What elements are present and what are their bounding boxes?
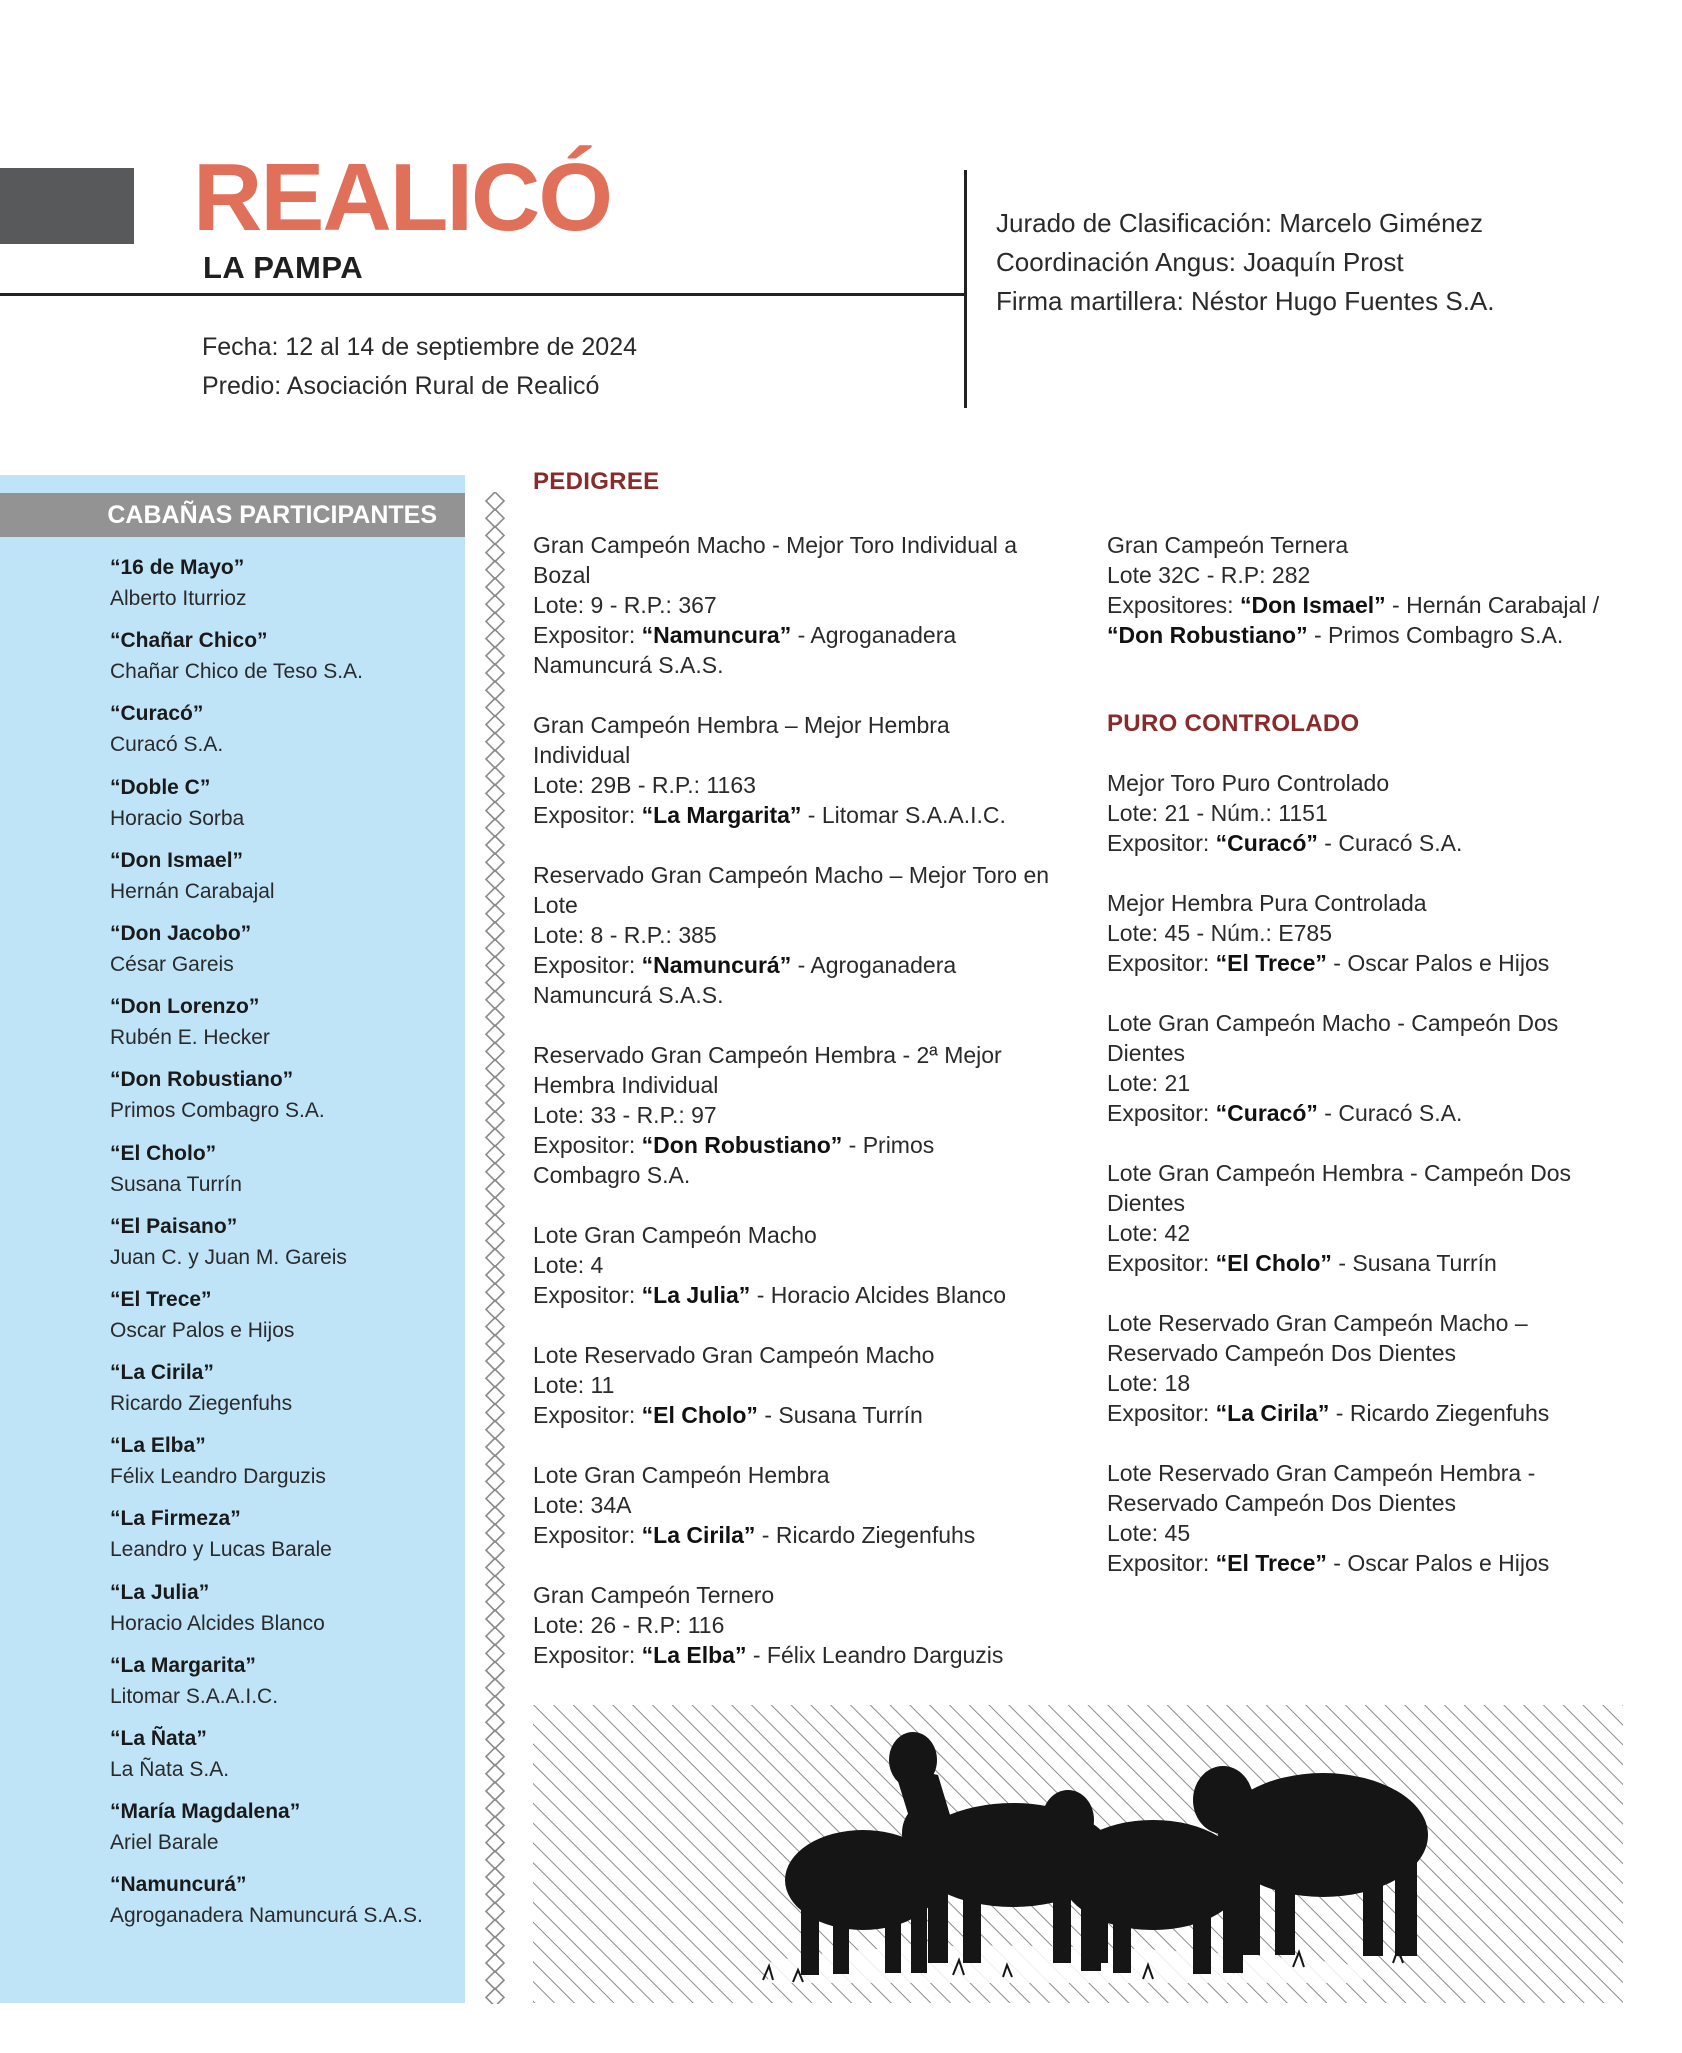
entry-line: Lote Gran Campeón Macho bbox=[533, 1222, 817, 1248]
chain-link bbox=[486, 1816, 504, 1834]
entry-line: Hembra Individual bbox=[533, 1072, 719, 1098]
cabana-name: “Namuncurá” bbox=[110, 1873, 247, 1897]
chain-link bbox=[486, 1713, 504, 1731]
award-entry bbox=[1107, 768, 1627, 858]
chain-link bbox=[486, 1197, 504, 1215]
chain-link bbox=[486, 1782, 504, 1800]
exhibitor-label: Expositor: bbox=[1107, 950, 1216, 976]
chain-link bbox=[486, 1507, 504, 1525]
entry-line: Lote: 45 bbox=[1107, 1520, 1191, 1546]
chain-link bbox=[486, 1300, 504, 1318]
chain-link bbox=[486, 853, 504, 871]
list-item bbox=[110, 1138, 423, 1211]
exhibitor-label: Expositor: bbox=[533, 1642, 642, 1668]
cabana-name: “La Ñata” bbox=[110, 1727, 207, 1750]
chain-link bbox=[486, 1472, 504, 1490]
award-entry bbox=[1107, 1308, 1627, 1428]
exhibitor-label: Expositor: bbox=[1107, 1100, 1216, 1126]
cabana-name: “Chañar Chico” bbox=[110, 629, 268, 653]
cabana-owner: Hernán Carabajal bbox=[110, 879, 275, 903]
chain-link bbox=[486, 819, 504, 837]
cabana-name: “La Elba” bbox=[110, 1434, 206, 1458]
award-entry bbox=[533, 1040, 1073, 1190]
exhibitor-line bbox=[533, 950, 1073, 980]
entry-line: Reservado Gran Campeón Hembra - 2ª Mejor bbox=[533, 1042, 1002, 1068]
chain-link bbox=[486, 595, 504, 613]
exhibitor-cabana: “Don Ismael” bbox=[1239, 592, 1386, 618]
chain-link bbox=[486, 1799, 504, 1817]
chain-link bbox=[486, 802, 504, 820]
exhibitor-line bbox=[1107, 590, 1627, 620]
cabana-owner: Ariel Barale bbox=[110, 1831, 219, 1855]
page-title: REALICÓ bbox=[193, 144, 611, 251]
entry-line: Mejor Toro Puro Controlado bbox=[1107, 770, 1390, 796]
exhibitor-cabana: “El Cholo” bbox=[1215, 1250, 1332, 1276]
exhibitor-line bbox=[1107, 1398, 1627, 1428]
cabana-owner: Horacio Alcides Blanco bbox=[110, 1611, 325, 1635]
entry-line: Lote: 9 - R.P.: 367 bbox=[533, 592, 717, 618]
exhibitor-cabana: “Don Robustiano” bbox=[641, 1132, 843, 1158]
chain-link bbox=[486, 1008, 504, 1026]
chain-link bbox=[486, 974, 504, 992]
exhibitor-owner: - Agroganadera bbox=[791, 952, 957, 978]
chain-link bbox=[486, 1318, 504, 1336]
entry-line: Reservado Campeón Dos Dientes bbox=[1107, 1340, 1457, 1366]
exhibitor-cabana: “Curacó” bbox=[1215, 830, 1318, 856]
entry-line: Dientes bbox=[1107, 1040, 1185, 1066]
chain-link bbox=[486, 1954, 504, 1972]
chain-link bbox=[486, 1490, 504, 1508]
exhibitor-cabana: “Namuncura” bbox=[641, 622, 792, 648]
chain-link bbox=[486, 1610, 504, 1628]
chain-link bbox=[486, 1352, 504, 1370]
award-entry bbox=[533, 1460, 1073, 1550]
entry-line: Gran Campeón Ternero bbox=[533, 1582, 775, 1608]
chain-link bbox=[486, 1386, 504, 1404]
entry-line: Dientes bbox=[1107, 1190, 1185, 1216]
exhibitor-cabana: “La Julia” bbox=[641, 1282, 751, 1308]
chain-link bbox=[486, 888, 504, 906]
list-item bbox=[110, 1650, 423, 1723]
cabana-name: “Don Robustiano” bbox=[110, 1068, 294, 1092]
cabana-name: “Doble C” bbox=[110, 775, 211, 799]
chain-link bbox=[486, 698, 504, 716]
exhibitor-label: Expositor: bbox=[533, 1282, 642, 1308]
cabana-owner: Primos Combagro S.A. bbox=[110, 1099, 325, 1123]
chain-link bbox=[486, 1249, 504, 1267]
exhibitor-cabana: “Namuncurá” bbox=[641, 952, 792, 978]
exhibitor-line-2 bbox=[1107, 620, 1627, 650]
exhibitor-line bbox=[533, 1520, 1073, 1550]
exhibitor-label: Expositor: bbox=[533, 1132, 642, 1158]
cabana-owner: La Ñata S.A. bbox=[110, 1758, 230, 1781]
list-item bbox=[110, 1357, 423, 1430]
chain-link bbox=[486, 1885, 504, 1903]
chain-link bbox=[486, 1971, 504, 1989]
cabana-name: “El Trece” bbox=[110, 1287, 212, 1311]
list-item bbox=[110, 625, 423, 698]
chain-link bbox=[486, 939, 504, 957]
chain-link bbox=[486, 1421, 504, 1439]
chain-link bbox=[486, 1868, 504, 1886]
chain-link bbox=[486, 1266, 504, 1284]
cabana-owner: Juan C. y Juan M. Gareis bbox=[110, 1245, 347, 1269]
cabana-name: “El Cholo” bbox=[110, 1141, 217, 1165]
list-item bbox=[110, 1503, 423, 1576]
chain-link bbox=[486, 1541, 504, 1559]
exhibitor-label: Expositor: bbox=[533, 1402, 642, 1428]
exhibitor-owner: - Curacó S.A. bbox=[1317, 830, 1463, 856]
chain-link bbox=[486, 561, 504, 579]
event-info bbox=[202, 328, 637, 406]
exhibitor-cabana-2: “Don Robustiano” bbox=[1107, 622, 1308, 648]
exhibitor-label: Expositor: bbox=[1107, 830, 1216, 856]
entry-line: Lote 32C - R.P: 282 bbox=[1107, 562, 1311, 588]
header-vertical-divider bbox=[964, 170, 967, 408]
chain-link bbox=[486, 733, 504, 751]
entry-line: Reservado Gran Campeón Macho – Mejor Toro en bbox=[533, 862, 1050, 888]
exhibitor-line bbox=[1107, 948, 1627, 978]
exhibitor-cabana: “La Margarita” bbox=[641, 802, 802, 828]
chain-link bbox=[486, 1920, 504, 1938]
chain-link bbox=[486, 1696, 504, 1714]
chain-link bbox=[486, 1662, 504, 1680]
exhibitor-line bbox=[533, 1280, 1073, 1310]
chain-link bbox=[486, 1834, 504, 1852]
list-item bbox=[110, 1430, 423, 1503]
chain-link bbox=[486, 956, 504, 974]
chain-link bbox=[486, 1232, 504, 1250]
entry-line: Lote: 29B - R.P.: 1163 bbox=[533, 772, 756, 798]
exhibitor-owner: - Susana Turrín bbox=[757, 1402, 923, 1428]
cabana-name: “La Margarita” bbox=[110, 1653, 256, 1677]
entry-line: Lote Gran Campeón Macho - Campeón Dos bbox=[1107, 1010, 1559, 1036]
award-entry bbox=[1107, 1158, 1627, 1278]
list-item bbox=[110, 1211, 423, 1284]
chain-link bbox=[486, 1094, 504, 1112]
exhibitor-label: Expositor: bbox=[1107, 1400, 1216, 1426]
cabana-name: “La Julia” bbox=[110, 1580, 210, 1604]
chain-link bbox=[486, 681, 504, 699]
chain-link bbox=[486, 1627, 504, 1645]
list-item bbox=[110, 772, 423, 845]
exhibitor-cabana: “La Elba” bbox=[641, 1642, 747, 1668]
cabana-owner: Agroganadera Namuncurá S.A.S. bbox=[110, 1904, 423, 1928]
award-entry bbox=[533, 530, 1073, 680]
chain-link bbox=[486, 1077, 504, 1095]
chain-link bbox=[486, 750, 504, 768]
entry-line: Lote: 33 - R.P.: 97 bbox=[533, 1102, 717, 1128]
chain-link bbox=[486, 509, 504, 527]
jury-info bbox=[996, 204, 1495, 321]
chain-link bbox=[486, 1438, 504, 1456]
entry-line: Lote: 42 bbox=[1107, 1220, 1191, 1246]
exhibitor-owner: - Primos bbox=[842, 1132, 935, 1158]
chain-link bbox=[486, 1576, 504, 1594]
entry-line: Lote: 4 bbox=[533, 1252, 604, 1278]
chain-link bbox=[486, 1593, 504, 1611]
exhibitor-continuation: Combagro S.A. bbox=[533, 1162, 691, 1188]
sidebar-title: CABAÑAS PARTICIPANTES bbox=[0, 493, 465, 537]
exhibitor-label: Expositor: bbox=[533, 1522, 642, 1548]
chain-link bbox=[486, 1679, 504, 1697]
chain-link bbox=[486, 612, 504, 630]
chain-link bbox=[486, 1180, 504, 1198]
award-entry bbox=[533, 1580, 1073, 1670]
cabana-owner: Félix Leandro Darguzis bbox=[110, 1465, 326, 1489]
exhibitor-label: Expositores: bbox=[1107, 592, 1240, 618]
list-item bbox=[110, 1796, 423, 1869]
pedigree-title: PEDIGREE bbox=[533, 468, 660, 495]
event-date: Fecha: 12 al 14 de septiembre de 2024 bbox=[202, 333, 638, 361]
header-divider bbox=[0, 293, 966, 296]
chain-link bbox=[486, 922, 504, 940]
exhibitor-cabana: “La Cirila” bbox=[641, 1522, 756, 1548]
exhibitor-label: Expositor: bbox=[533, 622, 642, 648]
chain-link bbox=[486, 1455, 504, 1473]
entry-line: Lote: 45 - Núm.: E785 bbox=[1107, 920, 1333, 946]
list-item bbox=[110, 698, 423, 771]
list-item bbox=[110, 1577, 423, 1650]
chain-link bbox=[486, 1404, 504, 1422]
entry-line: Bozal bbox=[533, 562, 591, 588]
exhibitor-cabana: “El Cholo” bbox=[641, 1402, 758, 1428]
chain-link bbox=[486, 1748, 504, 1766]
award-entry-ternera bbox=[1107, 530, 1627, 650]
entry-line: Lote bbox=[533, 892, 578, 918]
chain-link bbox=[486, 1644, 504, 1662]
exhibitor-label: Expositor: bbox=[1107, 1250, 1216, 1276]
exhibitor-owner: - Oscar Palos e Hijos bbox=[1326, 1550, 1550, 1576]
cabana-name: “Don Ismael” bbox=[110, 848, 244, 872]
exhibitor-owner: - Curacó S.A. bbox=[1317, 1100, 1463, 1126]
exhibitor-owner: - Horacio Alcides Blanco bbox=[750, 1282, 1006, 1308]
cabana-owner: Curacó S.A. bbox=[110, 733, 224, 757]
award-entry bbox=[1107, 1008, 1627, 1128]
event-venue: Predio: Asociación Rural de Realicó bbox=[202, 372, 600, 400]
award-entry bbox=[533, 710, 1073, 830]
chain-link bbox=[486, 1146, 504, 1164]
entry-line: Gran Campeón Hembra – Mejor Hembra bbox=[533, 712, 950, 738]
chain-link bbox=[486, 1060, 504, 1078]
cabana-owner: Rubén E. Hecker bbox=[110, 1026, 270, 1050]
exhibitor-line bbox=[1107, 1098, 1627, 1128]
cabana-name: “María Magdalena” bbox=[110, 1800, 301, 1824]
exhibitor-line bbox=[533, 1400, 1073, 1430]
entry-line: Lote: 21 bbox=[1107, 1070, 1191, 1096]
exhibitor-continuation: Namuncurá S.A.S. bbox=[533, 982, 724, 1008]
chain-link bbox=[486, 526, 504, 544]
header-gray-block bbox=[0, 168, 134, 244]
chain-link bbox=[486, 630, 504, 648]
exhibitor-owner: - Oscar Palos e Hijos bbox=[1326, 950, 1550, 976]
exhibitor-owner: - Ricardo Ziegenfuhs bbox=[755, 1522, 976, 1548]
chain-link bbox=[486, 1042, 504, 1060]
pedigree-column bbox=[533, 530, 1073, 1700]
entry-line: Lote Gran Campeón Hembra bbox=[533, 1462, 830, 1488]
exhibitor-owner: - Félix Leandro Darguzis bbox=[746, 1642, 1004, 1668]
cabana-owner: Alberto Iturrioz bbox=[110, 587, 247, 610]
cabanas-list bbox=[110, 552, 423, 1943]
list-item bbox=[110, 918, 423, 991]
chain-link bbox=[486, 1851, 504, 1869]
cabana-owner: César Gareis bbox=[110, 952, 234, 976]
exhibitor-label: Expositor: bbox=[533, 802, 642, 828]
exhibitor-owner: - Hernán Carabajal / bbox=[1385, 592, 1600, 618]
chain-link bbox=[486, 1025, 504, 1043]
list-item bbox=[110, 1723, 423, 1796]
exhibitor-label: Expositor: bbox=[1107, 1550, 1216, 1576]
award-entry bbox=[533, 1340, 1073, 1430]
entry-line: Lote Reservado Gran Campeón Macho – bbox=[1107, 1310, 1528, 1336]
chain-link bbox=[486, 870, 504, 888]
chain-link bbox=[486, 767, 504, 785]
list-item bbox=[110, 552, 423, 625]
chain-link bbox=[486, 1988, 504, 2004]
auction-firm: Firma martillera: Néstor Hugo Fuentes S.A. bbox=[996, 286, 1495, 316]
chain-link bbox=[486, 905, 504, 923]
list-item bbox=[110, 991, 423, 1064]
jury-classification: Jurado de Clasificación: Marcelo Giménez bbox=[996, 208, 1483, 238]
entry-line: Gran Campeón Macho - Mejor Toro Individual a bbox=[533, 532, 1018, 558]
exhibitor-cabana: “La Cirila” bbox=[1215, 1400, 1330, 1426]
list-item bbox=[110, 845, 423, 918]
chain-link bbox=[486, 784, 504, 802]
chain-link bbox=[486, 1128, 504, 1146]
cabana-owner: Oscar Palos e Hijos bbox=[110, 1318, 295, 1342]
entry-line: Lote: 21 - Núm.: 1151 bbox=[1107, 800, 1328, 826]
cabana-name: “El Paisano” bbox=[110, 1214, 238, 1238]
award-entry bbox=[533, 860, 1073, 1010]
exhibitor-owner-2: - Primos Combagro S.A. bbox=[1307, 622, 1564, 648]
exhibitor-continuation: Namuncurá S.A.S. bbox=[533, 652, 724, 678]
list-item bbox=[110, 1284, 423, 1357]
exhibitor-line bbox=[533, 800, 1073, 830]
list-item bbox=[110, 1869, 423, 1942]
chain-link bbox=[486, 1558, 504, 1576]
chain-link bbox=[486, 492, 504, 510]
entry-line: Individual bbox=[533, 742, 631, 768]
exhibitor-line bbox=[1107, 1248, 1627, 1278]
chain-link bbox=[486, 647, 504, 665]
cabana-owner: Susana Turrín bbox=[110, 1172, 242, 1196]
chain-link bbox=[486, 1937, 504, 1955]
chain-link bbox=[486, 1111, 504, 1129]
cabana-owner: Leandro y Lucas Barale bbox=[110, 1538, 332, 1562]
chain-link bbox=[486, 1335, 504, 1353]
entry-line: Reservado Campeón Dos Dientes bbox=[1107, 1490, 1457, 1516]
cabana-owner: Ricardo Ziegenfuhs bbox=[110, 1392, 293, 1416]
chain-link bbox=[486, 991, 504, 1009]
chain-link bbox=[486, 578, 504, 596]
exhibitor-owner: - Susana Turrín bbox=[1331, 1250, 1497, 1276]
exhibitor-cabana: “El Trece” bbox=[1215, 1550, 1327, 1576]
entry-line: Lote Reservado Gran Campeón Hembra - bbox=[1107, 1460, 1536, 1486]
cabana-name: “Curacó” bbox=[110, 702, 204, 726]
entry-line: Gran Campeón Ternera bbox=[1107, 532, 1349, 558]
puro-controlado-column bbox=[1107, 768, 1627, 1608]
cabana-owner: Litomar S.A.A.I.C. bbox=[110, 1684, 279, 1708]
award-entry bbox=[1107, 888, 1627, 978]
cabana-name: “Don Lorenzo” bbox=[110, 995, 260, 1019]
chain-link bbox=[486, 1902, 504, 1920]
cabana-name: “La Firmeza” bbox=[110, 1507, 241, 1531]
chain-link bbox=[486, 1214, 504, 1232]
cabana-name: “16 de Mayo” bbox=[110, 556, 245, 579]
exhibitor-cabana: “Curacó” bbox=[1215, 1100, 1318, 1126]
exhibitor-label: Expositor: bbox=[533, 952, 642, 978]
exhibitor-owner: - Agroganadera bbox=[791, 622, 957, 648]
exhibitor-owner: - Ricardo Ziegenfuhs bbox=[1329, 1400, 1550, 1426]
chain-link bbox=[486, 664, 504, 682]
cabana-name: “Don Jacobo” bbox=[110, 921, 252, 945]
exhibitor-line bbox=[1107, 828, 1627, 858]
entry-line: Lote: 8 - R.P.: 385 bbox=[533, 922, 717, 948]
entry-line: Lote Gran Campeón Hembra - Campeón Dos bbox=[1107, 1160, 1572, 1186]
chain-link bbox=[486, 1524, 504, 1542]
exhibitor-cabana: “El Trece” bbox=[1215, 950, 1327, 976]
cabana-owner: Chañar Chico de Teso S.A. bbox=[110, 660, 363, 684]
chain-link bbox=[486, 1283, 504, 1301]
page-subtitle: LA PAMPA bbox=[203, 250, 364, 285]
puro-controlado-title: PURO CONTROLADO bbox=[1107, 710, 1360, 737]
entry-line: Lote: 26 - R.P: 116 bbox=[533, 1612, 725, 1638]
cabana-owner: Horacio Sorba bbox=[110, 806, 245, 830]
cabana-name: “La Cirila” bbox=[110, 1361, 214, 1385]
chain-link bbox=[486, 836, 504, 854]
cattle-illustration bbox=[533, 1705, 1623, 2003]
entry-line: Lote: 11 bbox=[533, 1372, 615, 1398]
entry-line: Lote: 18 bbox=[1107, 1370, 1191, 1396]
right-column bbox=[1107, 530, 1627, 680]
list-item bbox=[110, 1064, 423, 1137]
entry-line: Lote Reservado Gran Campeón Macho bbox=[533, 1342, 935, 1368]
decorative-chain bbox=[482, 492, 508, 2004]
chain-link bbox=[486, 1369, 504, 1387]
chain-link bbox=[486, 716, 504, 734]
angus-coordination: Coordinación Angus: Joaquín Prost bbox=[996, 247, 1404, 277]
award-entry bbox=[533, 1220, 1073, 1310]
exhibitor-line bbox=[533, 620, 1073, 650]
chain-link bbox=[486, 1163, 504, 1181]
entry-line: Lote: 34A bbox=[533, 1492, 632, 1518]
exhibitor-owner: - Litomar S.A.A.I.C. bbox=[801, 802, 1006, 828]
chain-link bbox=[486, 1765, 504, 1783]
exhibitor-line bbox=[533, 1130, 1073, 1160]
award-entry bbox=[1107, 1458, 1627, 1578]
chain-link bbox=[486, 1730, 504, 1748]
exhibitor-line bbox=[1107, 1548, 1627, 1578]
chain-link bbox=[486, 544, 504, 562]
entry-line: Mejor Hembra Pura Controlada bbox=[1107, 890, 1427, 916]
exhibitor-line bbox=[533, 1640, 1073, 1670]
